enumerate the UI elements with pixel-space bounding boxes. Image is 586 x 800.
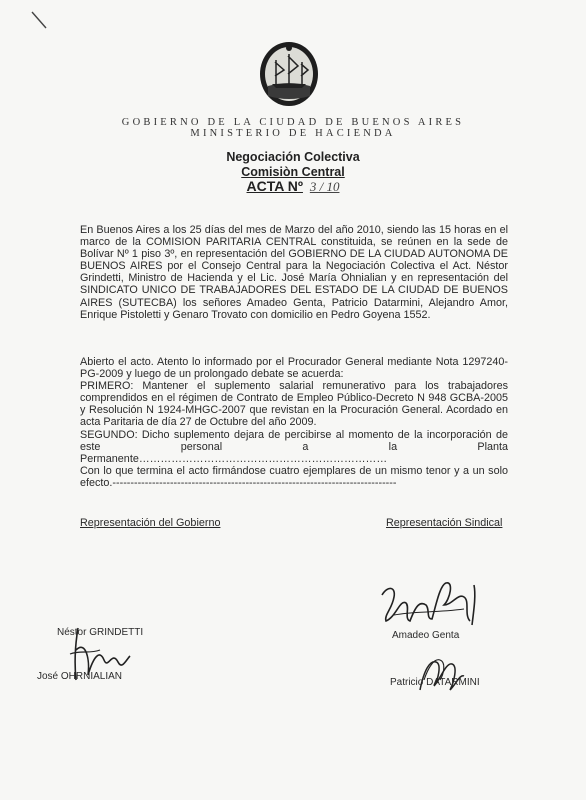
union-representation-heading: Representación Sindical xyxy=(386,517,503,529)
gov-signer-grindetti: Néstor GRINDETTI xyxy=(57,627,144,638)
gov-representation-heading: Representación del Gobierno xyxy=(80,517,221,529)
agreement-intro: Abierto el acto. Atento lo informado por el Procurador General mediante Nota 1297240-PG-2009 y luego de un prolongado debate se acuerda: xyxy=(80,356,508,381)
pen-mark xyxy=(30,10,50,30)
document-subtitle: Comisiòn Central xyxy=(241,165,345,179)
acta-number-handwritten: 3 / 10 xyxy=(309,179,340,194)
closing-text: Con lo que termina el acto firmándose cuatro ejemplares de un mismo tenor y a un solo efecto.------------------------------------------------------------------------------- xyxy=(80,464,508,489)
genta-signature xyxy=(374,575,494,635)
document-title: Negociación Colectiva xyxy=(226,150,360,164)
city-seal-emblem xyxy=(258,40,320,108)
opening-paragraph-text: En Buenos Aires a los 25 días del mes de Marzo del año 2010, siendo las 15 horas en el marco de la COMISION PARITARIA CENTRAL constituida, se reúnen en la sede de Bolívar Nº 1 piso 3º, en representación del GOBIERNO DE LA CIUDAD AUTONOMA DE BUENOS AIRES por el Consejo Central para la Negociación Colectiva el Act. Néstor Grindetti, Ministro de Hacienda y el Lic. José María Ohnialian y en representación del SINDICATO UNICO DE TRABAJADORES DEL ESTADO DE LA CIUDAD DE BUENOS AIRES (SUTECBA) los señores Amadeo Genta, Patricio Datarmini, Alejandro Amor, Enrique Pistoletti y Genaro Trovato con domicilio en Pedro Goyena 1552. xyxy=(80,224,508,321)
acta-heading xyxy=(0,178,586,195)
letterhead-ministry: MINISTERIO DE HACIENDA xyxy=(190,128,396,139)
acta-label: ACTA Nº xyxy=(246,178,303,194)
agreement-primero: PRIMERO: Mantener el suplemento salarial remunerativo para los trabajadores comprendidos en el régimen de Contrato de Empleo Público-Decreto N 948 GCBA-2005 y Resolución N 1924-MHGC-2007 que revistan en la Procuración General. Acordado en acta Paritaria de día 27 de Octubre del año 2009. xyxy=(80,380,508,429)
letterhead-government: GOBIERNO DE LA CIUDAD DE BUENOS AIRES xyxy=(121,117,465,128)
agreement-segundo: SEGUNDO: Dicho suplemento dejara de percibirse al momento de la incorporación de este personal a la Planta Permanente…………………………………………………………… xyxy=(80,428,508,465)
gov-signer-ohrnialian: José OHRNIALIAN xyxy=(37,671,123,682)
agreement-section xyxy=(80,356,508,489)
datarmini-signature xyxy=(410,650,470,700)
opening-paragraph xyxy=(80,224,508,321)
union-signer-datarmini: Patricio DATARMINI xyxy=(390,677,480,688)
union-signer-genta: Amadeo Genta xyxy=(392,630,460,641)
